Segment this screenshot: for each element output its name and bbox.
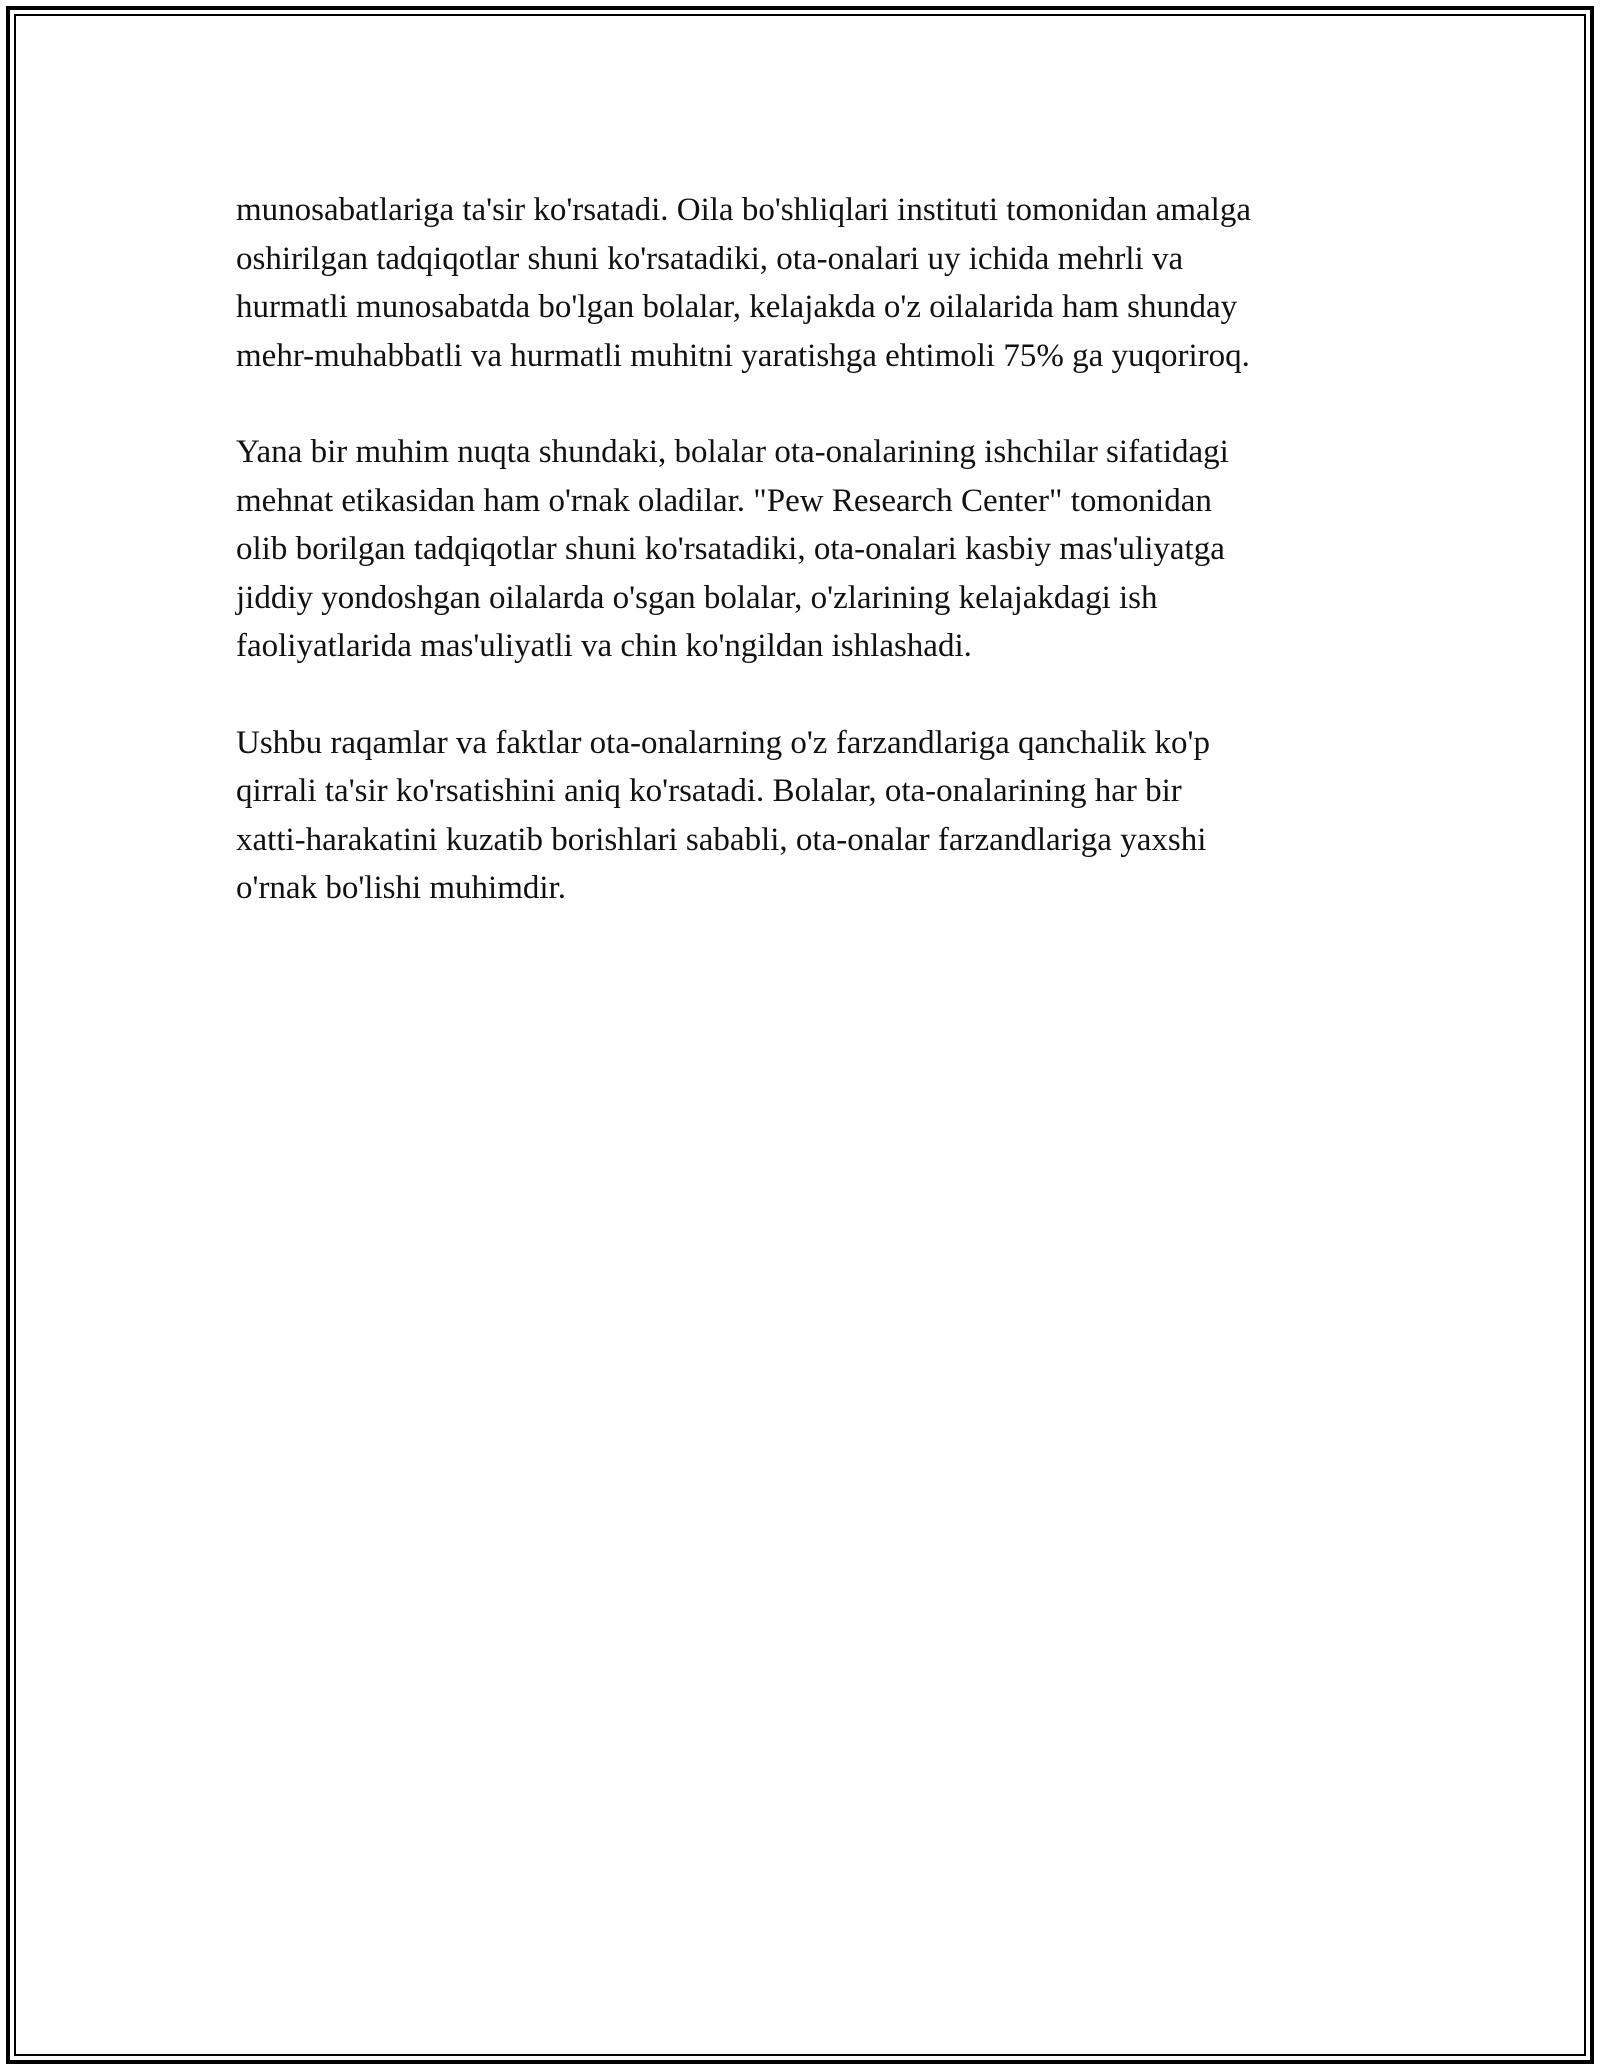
paragraph-line: Ushbu raqamlar va faktlar ota-onalarning o'z farzandlariga qanchalik ko'p (236, 724, 1210, 761)
paragraph-2 (236, 428, 1386, 671)
paragraph-line: mehnat etikasidan ham o'rnak oladilar. "Pew Research Center" tomonidan (236, 482, 1212, 519)
paragraph-line: xatti-harakatini kuzatib borishlari sababli, ota-onalar farzandlariga yaxshi (236, 821, 1207, 858)
paragraph-line: o'rnak bo'lishi muhimdir. (236, 870, 566, 906)
paragraph-1 (236, 186, 1386, 380)
paragraph-line: olib borilgan tadqiqotlar shuni ko'rsatadiki, ota-onalari kasbiy mas'uliyatga (236, 531, 1225, 567)
paragraph-3 (236, 719, 1386, 913)
paragraph-line: faoliyatlarida mas'uliyatli va chin ko'ngildan ishlashadi. (236, 628, 972, 664)
paragraph-line: jiddiy yondoshgan oilalarda o'sgan bolalar, o'zlarining kelajakdagi ish (236, 579, 1158, 616)
paragraph-line: munosabatlariga ta'sir ko'rsatadi. Oila bo'shliqlari instituti tomonidan amalga (236, 192, 1251, 228)
paragraph-line: oshirilgan tadqiqotlar shuni ko'rsatadiki, ota-onalari uy ichida mehrli va (236, 240, 1184, 277)
paragraph-line: mehr-muhabbatli va hurmatli muhitni yaratishga ehtimoli 75% ga yuqoriroq. (236, 337, 1250, 374)
paragraph-line: qirrali ta'sir ko'rsatishini aniq ko'rsatadi. Bolalar, ota-onalarining har bir (236, 773, 1182, 809)
paragraph-line: Yana bir muhim nuqta shundaki, bolalar ota-onalarining ishchilar sifatidagi (236, 434, 1229, 470)
document-body (236, 186, 1386, 961)
paragraph-line: hurmatli munosabatda bo'lgan bolalar, kelajakda o'z oilalarida ham shunday (236, 289, 1238, 325)
